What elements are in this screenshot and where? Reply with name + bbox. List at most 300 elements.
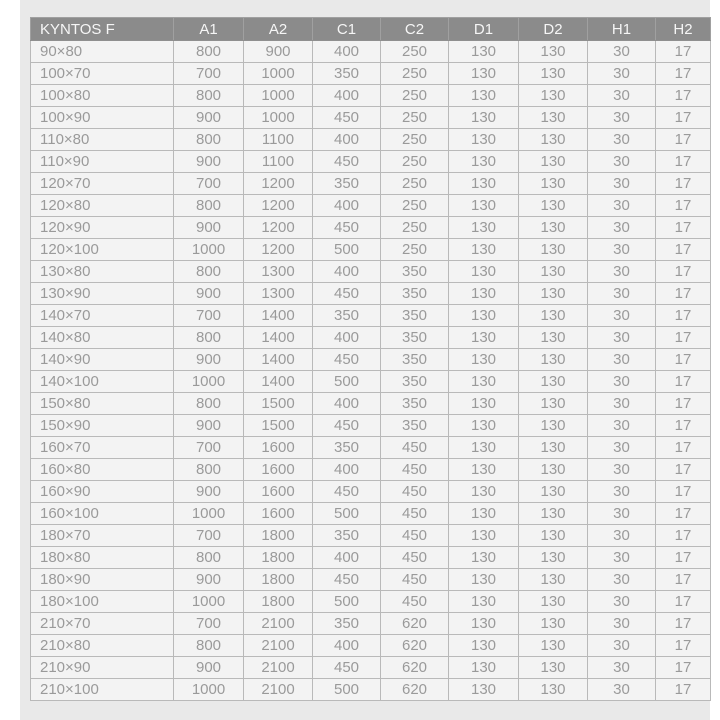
value-cell: 900	[174, 151, 244, 173]
table-row	[31, 371, 711, 393]
column-header-a2: A2	[244, 18, 313, 41]
size-label-cell: 180×70	[31, 525, 174, 547]
value-cell: 130	[519, 503, 588, 525]
size-label-cell: 90×80	[31, 41, 174, 63]
value-cell: 17	[656, 327, 711, 349]
table-row	[31, 151, 711, 173]
value-cell: 130	[519, 151, 588, 173]
value-cell: 130	[449, 591, 519, 613]
value-cell: 350	[313, 173, 381, 195]
size-label-cell: 100×90	[31, 107, 174, 129]
value-cell: 250	[381, 239, 449, 261]
value-cell: 350	[381, 415, 449, 437]
value-cell: 250	[381, 173, 449, 195]
size-label-cell: 160×100	[31, 503, 174, 525]
value-cell: 350	[381, 393, 449, 415]
table-row	[31, 393, 711, 415]
value-cell: 17	[656, 239, 711, 261]
value-cell: 1600	[244, 459, 313, 481]
size-label-cell: 140×100	[31, 371, 174, 393]
value-cell: 30	[588, 349, 656, 371]
value-cell: 1400	[244, 305, 313, 327]
table-row	[31, 569, 711, 591]
value-cell: 1000	[244, 107, 313, 129]
value-cell: 17	[656, 459, 711, 481]
value-cell: 350	[381, 261, 449, 283]
value-cell: 30	[588, 459, 656, 481]
value-cell: 130	[519, 679, 588, 701]
column-header-c2: C2	[381, 18, 449, 41]
value-cell: 350	[381, 371, 449, 393]
value-cell: 450	[381, 503, 449, 525]
value-cell: 1400	[244, 327, 313, 349]
size-label-cell: 140×80	[31, 327, 174, 349]
value-cell: 130	[449, 41, 519, 63]
value-cell: 350	[313, 305, 381, 327]
value-cell: 130	[519, 481, 588, 503]
value-cell: 130	[519, 63, 588, 85]
value-cell: 130	[449, 437, 519, 459]
table-row	[31, 547, 711, 569]
value-cell: 130	[519, 261, 588, 283]
value-cell: 450	[381, 459, 449, 481]
table-row	[31, 657, 711, 679]
value-cell: 130	[449, 217, 519, 239]
value-cell: 30	[588, 85, 656, 107]
value-cell: 17	[656, 503, 711, 525]
value-cell: 17	[656, 481, 711, 503]
value-cell: 130	[519, 459, 588, 481]
value-cell: 1600	[244, 481, 313, 503]
value-cell: 800	[174, 459, 244, 481]
value-cell: 450	[381, 525, 449, 547]
value-cell: 450	[381, 481, 449, 503]
value-cell: 1000	[244, 85, 313, 107]
value-cell: 500	[313, 371, 381, 393]
value-cell: 17	[656, 525, 711, 547]
value-cell: 30	[588, 41, 656, 63]
value-cell: 620	[381, 635, 449, 657]
value-cell: 17	[656, 547, 711, 569]
value-cell: 450	[381, 547, 449, 569]
size-label-cell: 120×80	[31, 195, 174, 217]
value-cell: 800	[174, 327, 244, 349]
value-cell: 800	[174, 635, 244, 657]
value-cell: 130	[519, 349, 588, 371]
table-row	[31, 459, 711, 481]
value-cell: 1100	[244, 129, 313, 151]
table-row	[31, 173, 711, 195]
column-header-d1: D1	[449, 18, 519, 41]
table-row	[31, 481, 711, 503]
table-row	[31, 349, 711, 371]
value-cell: 130	[449, 195, 519, 217]
value-cell: 30	[588, 371, 656, 393]
value-cell: 17	[656, 261, 711, 283]
value-cell: 130	[449, 459, 519, 481]
value-cell: 250	[381, 217, 449, 239]
value-cell: 250	[381, 195, 449, 217]
size-label-cell: 180×80	[31, 547, 174, 569]
size-label-cell: 210×100	[31, 679, 174, 701]
value-cell: 130	[519, 393, 588, 415]
value-cell: 30	[588, 481, 656, 503]
value-cell: 130	[519, 217, 588, 239]
value-cell: 130	[519, 657, 588, 679]
value-cell: 130	[519, 107, 588, 129]
value-cell: 30	[588, 569, 656, 591]
value-cell: 800	[174, 393, 244, 415]
value-cell: 130	[519, 635, 588, 657]
table-row	[31, 195, 711, 217]
value-cell: 17	[656, 415, 711, 437]
value-cell: 1000	[174, 679, 244, 701]
value-cell: 30	[588, 415, 656, 437]
value-cell: 800	[174, 547, 244, 569]
value-cell: 130	[519, 613, 588, 635]
table-header	[31, 18, 711, 41]
table-title-header: KYNTOS F	[31, 18, 174, 41]
value-cell: 17	[656, 129, 711, 151]
value-cell: 500	[313, 239, 381, 261]
value-cell: 450	[313, 151, 381, 173]
value-cell: 2100	[244, 613, 313, 635]
value-cell: 130	[519, 371, 588, 393]
value-cell: 400	[313, 459, 381, 481]
table-body	[31, 41, 711, 701]
value-cell: 130	[449, 503, 519, 525]
value-cell: 1400	[244, 371, 313, 393]
table-row	[31, 613, 711, 635]
size-label-cell: 120×100	[31, 239, 174, 261]
value-cell: 1800	[244, 547, 313, 569]
value-cell: 130	[449, 349, 519, 371]
value-cell: 130	[449, 283, 519, 305]
value-cell: 17	[656, 393, 711, 415]
value-cell: 30	[588, 635, 656, 657]
value-cell: 130	[449, 635, 519, 657]
value-cell: 17	[656, 613, 711, 635]
value-cell: 30	[588, 679, 656, 701]
value-cell: 1000	[174, 591, 244, 613]
value-cell: 1000	[174, 239, 244, 261]
value-cell: 130	[519, 305, 588, 327]
value-cell: 1000	[174, 371, 244, 393]
value-cell: 450	[313, 217, 381, 239]
table-row	[31, 217, 711, 239]
value-cell: 17	[656, 195, 711, 217]
value-cell: 30	[588, 195, 656, 217]
value-cell: 30	[588, 283, 656, 305]
value-cell: 17	[656, 591, 711, 613]
value-cell: 130	[449, 239, 519, 261]
value-cell: 1200	[244, 195, 313, 217]
dimension-spec-table	[30, 17, 711, 701]
table-row	[31, 415, 711, 437]
table-row	[31, 525, 711, 547]
size-label-cell: 210×80	[31, 635, 174, 657]
value-cell: 17	[656, 371, 711, 393]
value-cell: 800	[174, 85, 244, 107]
value-cell: 400	[313, 41, 381, 63]
size-label-cell: 210×70	[31, 613, 174, 635]
value-cell: 800	[174, 41, 244, 63]
value-cell: 130	[449, 569, 519, 591]
value-cell: 130	[449, 151, 519, 173]
table-row	[31, 129, 711, 151]
column-header-h1: H1	[588, 18, 656, 41]
column-header-c1: C1	[313, 18, 381, 41]
value-cell: 1500	[244, 393, 313, 415]
table-row	[31, 261, 711, 283]
value-cell: 130	[519, 41, 588, 63]
size-label-cell: 120×90	[31, 217, 174, 239]
value-cell: 1100	[244, 151, 313, 173]
value-cell: 130	[449, 547, 519, 569]
size-label-cell: 130×90	[31, 283, 174, 305]
value-cell: 450	[313, 349, 381, 371]
value-cell: 30	[588, 503, 656, 525]
value-cell: 2100	[244, 679, 313, 701]
value-cell: 900	[244, 41, 313, 63]
table-row	[31, 239, 711, 261]
size-label-cell: 140×90	[31, 349, 174, 371]
value-cell: 17	[656, 41, 711, 63]
value-cell: 450	[313, 481, 381, 503]
value-cell: 30	[588, 173, 656, 195]
value-cell: 900	[174, 107, 244, 129]
value-cell: 250	[381, 129, 449, 151]
value-cell: 900	[174, 283, 244, 305]
value-cell: 700	[174, 437, 244, 459]
value-cell: 450	[313, 569, 381, 591]
value-cell: 17	[656, 305, 711, 327]
value-cell: 30	[588, 437, 656, 459]
value-cell: 800	[174, 261, 244, 283]
value-cell: 130	[519, 591, 588, 613]
value-cell: 30	[588, 217, 656, 239]
value-cell: 350	[381, 283, 449, 305]
value-cell: 900	[174, 217, 244, 239]
value-cell: 800	[174, 195, 244, 217]
value-cell: 17	[656, 349, 711, 371]
value-cell: 400	[313, 129, 381, 151]
size-label-cell: 110×80	[31, 129, 174, 151]
value-cell: 30	[588, 261, 656, 283]
value-cell: 130	[449, 393, 519, 415]
value-cell: 500	[313, 503, 381, 525]
value-cell: 130	[519, 327, 588, 349]
size-label-cell: 140×70	[31, 305, 174, 327]
value-cell: 250	[381, 107, 449, 129]
value-cell: 900	[174, 415, 244, 437]
value-cell: 130	[519, 437, 588, 459]
value-cell: 800	[174, 129, 244, 151]
value-cell: 1600	[244, 503, 313, 525]
value-cell: 30	[588, 525, 656, 547]
value-cell: 30	[588, 393, 656, 415]
table-row	[31, 503, 711, 525]
value-cell: 2100	[244, 635, 313, 657]
value-cell: 17	[656, 635, 711, 657]
value-cell: 250	[381, 63, 449, 85]
value-cell: 900	[174, 657, 244, 679]
value-cell: 130	[449, 129, 519, 151]
table-row	[31, 107, 711, 129]
column-header-h2: H2	[656, 18, 711, 41]
value-cell: 1200	[244, 217, 313, 239]
value-cell: 1300	[244, 283, 313, 305]
table-row	[31, 635, 711, 657]
value-cell: 30	[588, 327, 656, 349]
size-label-cell: 160×70	[31, 437, 174, 459]
value-cell: 17	[656, 569, 711, 591]
value-cell: 130	[519, 569, 588, 591]
value-cell: 250	[381, 85, 449, 107]
value-cell: 30	[588, 657, 656, 679]
value-cell: 17	[656, 679, 711, 701]
value-cell: 130	[449, 371, 519, 393]
value-cell: 620	[381, 657, 449, 679]
value-cell: 1000	[244, 63, 313, 85]
value-cell: 350	[381, 327, 449, 349]
size-label-cell: 110×90	[31, 151, 174, 173]
value-cell: 620	[381, 613, 449, 635]
value-cell: 30	[588, 107, 656, 129]
value-cell: 1800	[244, 569, 313, 591]
value-cell: 900	[174, 349, 244, 371]
header-row	[31, 18, 711, 41]
value-cell: 17	[656, 283, 711, 305]
value-cell: 130	[449, 261, 519, 283]
value-cell: 130	[449, 63, 519, 85]
value-cell: 30	[588, 547, 656, 569]
size-label-cell: 180×100	[31, 591, 174, 613]
value-cell: 700	[174, 525, 244, 547]
value-cell: 350	[381, 349, 449, 371]
value-cell: 130	[449, 327, 519, 349]
table-row	[31, 63, 711, 85]
value-cell: 400	[313, 195, 381, 217]
value-cell: 900	[174, 481, 244, 503]
table-row	[31, 591, 711, 613]
value-cell: 250	[381, 41, 449, 63]
value-cell: 17	[656, 657, 711, 679]
value-cell: 700	[174, 305, 244, 327]
value-cell: 130	[449, 525, 519, 547]
value-cell: 30	[588, 613, 656, 635]
value-cell: 1000	[174, 503, 244, 525]
value-cell: 1300	[244, 261, 313, 283]
value-cell: 250	[381, 151, 449, 173]
table-row	[31, 679, 711, 701]
value-cell: 130	[519, 239, 588, 261]
value-cell: 130	[519, 195, 588, 217]
value-cell: 130	[519, 415, 588, 437]
value-cell: 130	[449, 305, 519, 327]
value-cell: 30	[588, 239, 656, 261]
value-cell: 400	[313, 261, 381, 283]
table-row	[31, 327, 711, 349]
value-cell: 130	[449, 481, 519, 503]
size-label-cell: 160×80	[31, 459, 174, 481]
value-cell: 130	[449, 679, 519, 701]
value-cell: 17	[656, 217, 711, 239]
value-cell: 130	[449, 85, 519, 107]
size-label-cell: 210×90	[31, 657, 174, 679]
value-cell: 450	[381, 591, 449, 613]
size-label-cell: 100×80	[31, 85, 174, 107]
size-label-cell: 120×70	[31, 173, 174, 195]
value-cell: 1600	[244, 437, 313, 459]
value-cell: 1200	[244, 173, 313, 195]
value-cell: 350	[313, 437, 381, 459]
value-cell: 1500	[244, 415, 313, 437]
value-cell: 400	[313, 327, 381, 349]
table-row	[31, 85, 711, 107]
content-panel	[20, 0, 710, 720]
value-cell: 17	[656, 85, 711, 107]
value-cell: 450	[313, 107, 381, 129]
value-cell: 350	[313, 525, 381, 547]
value-cell: 450	[313, 283, 381, 305]
value-cell: 17	[656, 107, 711, 129]
value-cell: 350	[313, 63, 381, 85]
value-cell: 130	[519, 85, 588, 107]
table-row	[31, 41, 711, 63]
value-cell: 30	[588, 305, 656, 327]
size-label-cell: 160×90	[31, 481, 174, 503]
value-cell: 1200	[244, 239, 313, 261]
table-row	[31, 305, 711, 327]
value-cell: 400	[313, 393, 381, 415]
column-header-d2: D2	[519, 18, 588, 41]
value-cell: 17	[656, 173, 711, 195]
value-cell: 700	[174, 173, 244, 195]
value-cell: 30	[588, 63, 656, 85]
value-cell: 130	[519, 547, 588, 569]
value-cell: 130	[449, 173, 519, 195]
value-cell: 400	[313, 635, 381, 657]
value-cell: 130	[519, 173, 588, 195]
value-cell: 130	[519, 129, 588, 151]
value-cell: 1400	[244, 349, 313, 371]
size-label-cell: 150×90	[31, 415, 174, 437]
value-cell: 130	[449, 415, 519, 437]
value-cell: 450	[381, 437, 449, 459]
value-cell: 900	[174, 569, 244, 591]
value-cell: 130	[449, 107, 519, 129]
size-label-cell: 100×70	[31, 63, 174, 85]
value-cell: 17	[656, 437, 711, 459]
value-cell: 130	[449, 657, 519, 679]
value-cell: 30	[588, 591, 656, 613]
value-cell: 350	[313, 613, 381, 635]
value-cell: 500	[313, 679, 381, 701]
value-cell: 400	[313, 85, 381, 107]
table-row	[31, 283, 711, 305]
table-row	[31, 437, 711, 459]
value-cell: 2100	[244, 657, 313, 679]
size-label-cell: 130×80	[31, 261, 174, 283]
value-cell: 700	[174, 63, 244, 85]
value-cell: 130	[519, 283, 588, 305]
column-header-a1: A1	[174, 18, 244, 41]
value-cell: 700	[174, 613, 244, 635]
value-cell: 350	[381, 305, 449, 327]
value-cell: 1800	[244, 525, 313, 547]
value-cell: 450	[313, 415, 381, 437]
